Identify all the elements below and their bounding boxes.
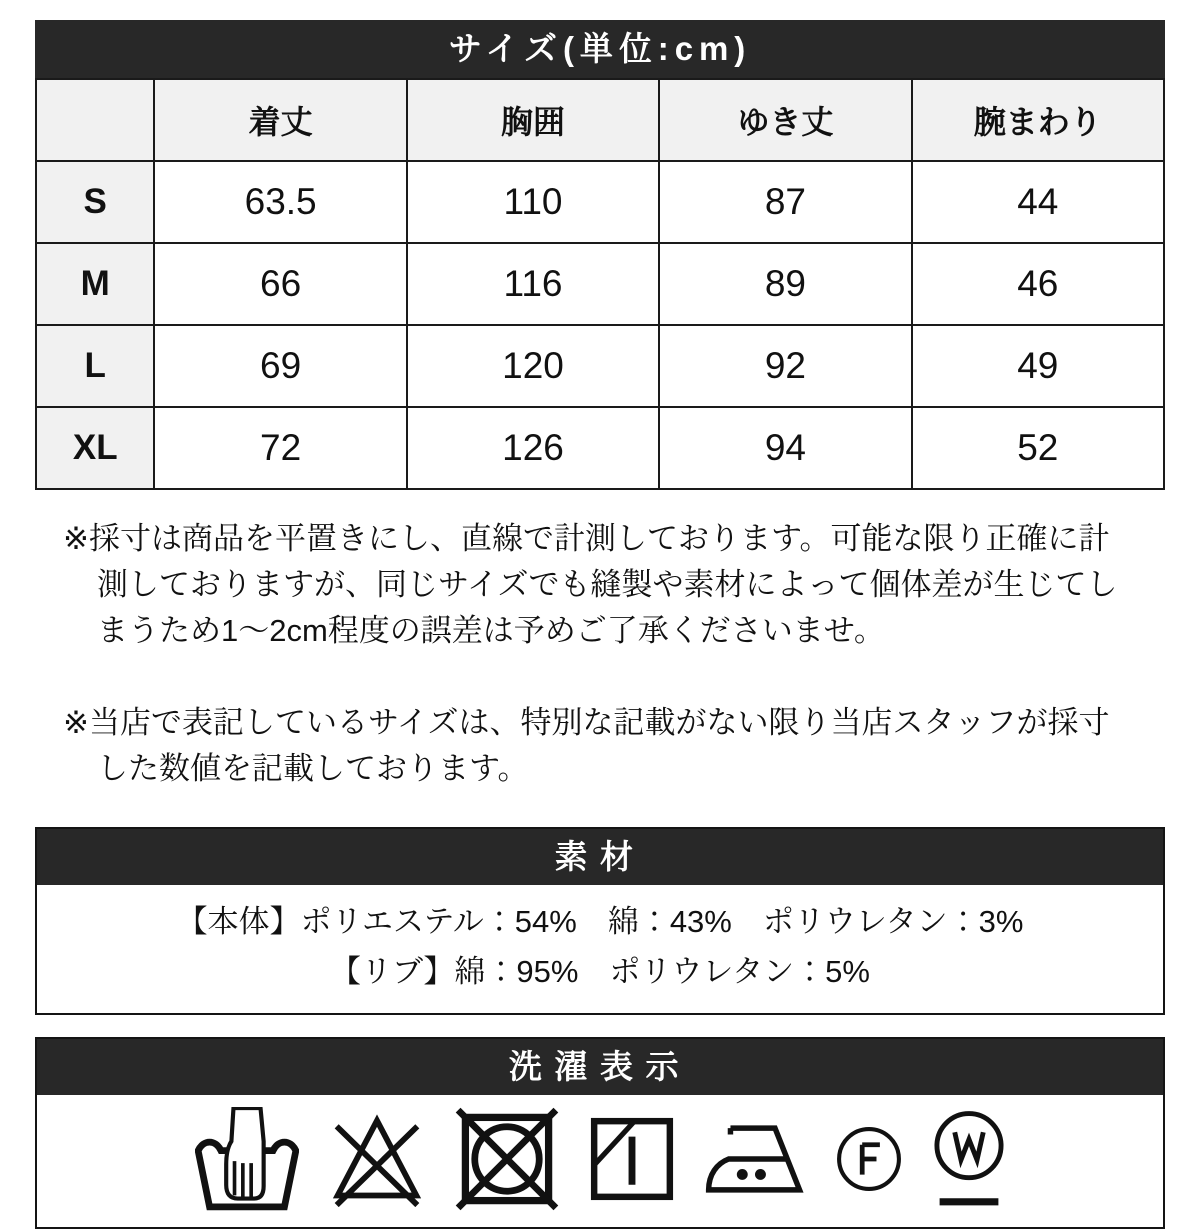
- laundry-title: 洗濯表示: [508, 1048, 692, 1086]
- table-row-l: [36, 325, 1164, 407]
- cell-value: 94: [659, 407, 911, 489]
- size-table-header-row: [36, 79, 1164, 161]
- iron-medium-heat-icon: [705, 1120, 805, 1198]
- cell-value: 110: [407, 161, 659, 243]
- hand-wash-icon: [195, 1107, 299, 1211]
- cell-value: 72: [154, 407, 406, 489]
- table-row-s: [36, 161, 1164, 243]
- size-listing-note: ※当店で表記しているサイズは、特別な記載がない限り当店スタッフが採寸した数値を記載しております。: [63, 704, 1110, 786]
- cell-value: 120: [407, 325, 659, 407]
- size-table-title-bar: [35, 20, 1165, 78]
- size-label: S: [36, 161, 154, 243]
- cell-value: 126: [407, 407, 659, 489]
- table-row-m: [36, 243, 1164, 325]
- measurement-note: ※採寸は商品を平置きにし、直線で計測しております。可能な限り正確に計測しておりますが、同じサイズでも縫製や素材によって個体差が生じてしまうため1〜2cm程度の誤差は予めご了承くださいませ。: [63, 521, 1118, 648]
- table-row-xl: [36, 407, 1164, 489]
- cell-value: 49: [912, 325, 1164, 407]
- cell-value: 46: [912, 243, 1164, 325]
- cell-value: 66: [154, 243, 406, 325]
- do-not-bleach-icon: [329, 1111, 425, 1207]
- size-label: L: [36, 325, 154, 407]
- cell-value: 69: [154, 325, 406, 407]
- size-table-title: サイズ(単位:cm): [448, 30, 752, 67]
- column-header-sleeve: ゆき丈: [659, 79, 911, 161]
- professional-wet-clean-w-icon: [933, 1110, 1005, 1208]
- column-header-length: 着丈: [154, 79, 406, 161]
- material-title: 素材: [554, 838, 646, 876]
- material-content: [37, 885, 1163, 1013]
- column-header-arm: 腕まわり: [912, 79, 1164, 161]
- material-title-bar: [37, 829, 1163, 885]
- size-table-section: [35, 20, 1165, 490]
- cell-value: 52: [912, 407, 1164, 489]
- cell-value: 63.5: [154, 161, 406, 243]
- column-header-chest: 胸囲: [407, 79, 659, 161]
- size-table: [35, 78, 1165, 490]
- laundry-title-bar: [37, 1039, 1163, 1095]
- cell-value: 44: [912, 161, 1164, 243]
- material-section: [35, 827, 1165, 1015]
- corner-cell: [36, 79, 154, 161]
- line-dry-in-shade-icon: [589, 1116, 675, 1202]
- do-not-tumble-dry-icon: [455, 1107, 559, 1211]
- cell-value: 89: [659, 243, 911, 325]
- material-body-line: 【本体】ポリエステル：54% 綿：43% ポリウレタン：3%: [176, 904, 1024, 940]
- size-label: M: [36, 243, 154, 325]
- material-rib-line: 【リブ】綿：95% ポリウレタン：5%: [330, 954, 870, 990]
- laundry-section: [35, 1037, 1165, 1229]
- laundry-icons-row: [37, 1095, 1163, 1227]
- size-label: XL: [36, 407, 154, 489]
- cell-value: 116: [407, 243, 659, 325]
- cell-value: 87: [659, 161, 911, 243]
- dry-clean-petroleum-f-icon: [835, 1125, 903, 1193]
- cell-value: 92: [659, 325, 911, 407]
